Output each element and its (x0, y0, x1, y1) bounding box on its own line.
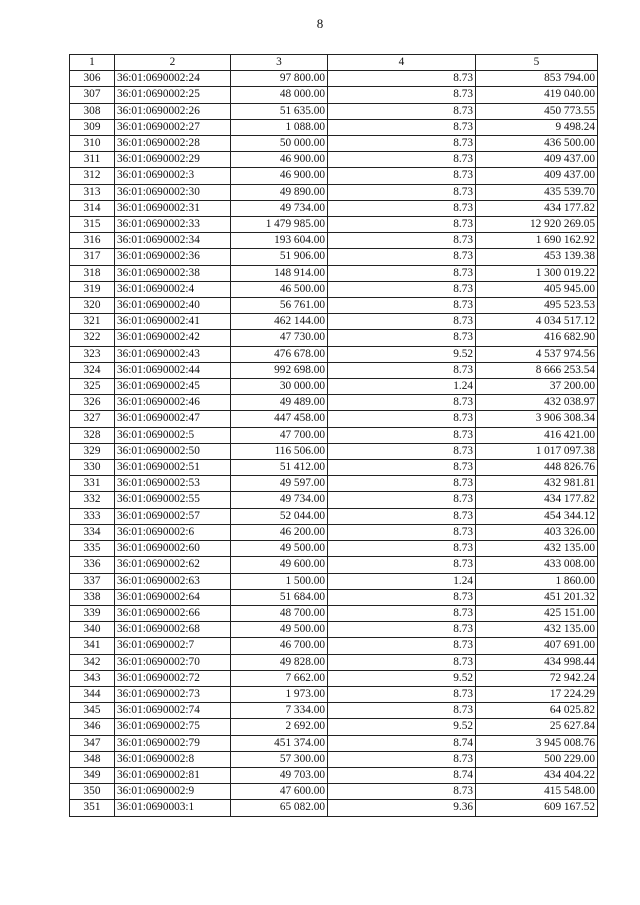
area-value: 2 692.00 (231, 719, 328, 735)
rate-value: 8.73 (328, 460, 476, 476)
rate-value: 8.73 (328, 784, 476, 800)
amount-value: 3 906 308.34 (476, 411, 598, 427)
rate-value: 9.52 (328, 346, 476, 362)
table-row (70, 605, 598, 621)
table-row (70, 589, 598, 605)
amount-value: 425 151.00 (476, 605, 598, 621)
row-number: 314 (70, 200, 115, 216)
table-row (70, 541, 598, 557)
area-value: 46 700.00 (231, 638, 328, 654)
cadastral-number: 36:01:0690002:34 (115, 233, 231, 249)
table-body (70, 71, 598, 816)
table-row (70, 265, 598, 281)
table-row (70, 476, 598, 492)
rate-value: 9.36 (328, 800, 476, 816)
table-row (70, 767, 598, 783)
area-value: 49 500.00 (231, 622, 328, 638)
cadastral-number: 36:01:0690002:26 (115, 103, 231, 119)
rate-value: 8.73 (328, 557, 476, 573)
table-row (70, 298, 598, 314)
row-number: 317 (70, 249, 115, 265)
rate-value: 8.73 (328, 314, 476, 330)
page-number: 8 (316, 16, 324, 31)
rate-value: 8.73 (328, 638, 476, 654)
cadastral-number: 36:01:0690002:70 (115, 654, 231, 670)
table-row (70, 136, 598, 152)
amount-value: 4 034 517.12 (476, 314, 598, 330)
row-number: 343 (70, 670, 115, 686)
amount-value: 37 200.00 (476, 379, 598, 395)
area-value: 65 082.00 (231, 800, 328, 816)
amount-value: 451 201.32 (476, 589, 598, 605)
row-number: 346 (70, 719, 115, 735)
area-value: 148 914.00 (231, 265, 328, 281)
rate-value: 8.73 (328, 87, 476, 103)
table-row (70, 427, 598, 443)
table-row (70, 168, 598, 184)
cadastral-number: 36:01:0690002:64 (115, 589, 231, 605)
rate-value: 8.73 (328, 751, 476, 767)
amount-value: 432 038.97 (476, 395, 598, 411)
rate-value: 8.73 (328, 281, 476, 297)
row-number: 341 (70, 638, 115, 654)
amount-value: 12 920 269.05 (476, 217, 598, 233)
rate-value: 8.73 (328, 298, 476, 314)
area-value: 49 500.00 (231, 541, 328, 557)
amount-value: 1 300 019.22 (476, 265, 598, 281)
area-value: 49 703.00 (231, 767, 328, 783)
amount-value: 1 690 162.92 (476, 233, 598, 249)
row-number: 307 (70, 87, 115, 103)
row-number: 319 (70, 281, 115, 297)
area-value: 46 200.00 (231, 524, 328, 540)
cadastral-number: 36:01:0690002:68 (115, 622, 231, 638)
cadastral-number: 36:01:0690002:6 (115, 524, 231, 540)
cadastral-number: 36:01:0690002:74 (115, 703, 231, 719)
row-number: 336 (70, 557, 115, 573)
rate-value: 8.73 (328, 686, 476, 702)
rate-value: 8.73 (328, 622, 476, 638)
rate-value: 8.73 (328, 411, 476, 427)
cadastral-number: 36:01:0690002:66 (115, 605, 231, 621)
table-row (70, 492, 598, 508)
table-row (70, 573, 598, 589)
row-number: 333 (70, 508, 115, 524)
rate-value: 8.73 (328, 119, 476, 135)
area-value: 49 890.00 (231, 184, 328, 200)
rate-value: 8.73 (328, 476, 476, 492)
area-value: 46 500.00 (231, 281, 328, 297)
table-row (70, 281, 598, 297)
row-number: 309 (70, 119, 115, 135)
area-value: 52 044.00 (231, 508, 328, 524)
rate-value: 8.73 (328, 217, 476, 233)
cadastral-number: 36:01:0690002:27 (115, 119, 231, 135)
cadastral-number: 36:01:0690002:36 (115, 249, 231, 265)
amount-value: 416 421.00 (476, 427, 598, 443)
table-row (70, 557, 598, 573)
row-number: 311 (70, 152, 115, 168)
cadastral-number: 36:01:0690002:79 (115, 735, 231, 751)
amount-value: 432 135.00 (476, 622, 598, 638)
rate-value: 1.24 (328, 573, 476, 589)
cadastral-number: 36:01:0690002:60 (115, 541, 231, 557)
area-value: 57 300.00 (231, 751, 328, 767)
cadastral-number: 36:01:0690002:38 (115, 265, 231, 281)
table-row (70, 460, 598, 476)
cadastral-number: 36:01:0690002:33 (115, 217, 231, 233)
cadastral-number: 36:01:0690002:75 (115, 719, 231, 735)
cadastral-number: 36:01:0690002:29 (115, 152, 231, 168)
row-number: 332 (70, 492, 115, 508)
rate-value: 8.73 (328, 589, 476, 605)
cadastral-number: 36:01:0690002:31 (115, 200, 231, 216)
row-number: 316 (70, 233, 115, 249)
rate-value: 8.73 (328, 654, 476, 670)
cadastral-number: 36:01:0690002:42 (115, 330, 231, 346)
area-value: 7 662.00 (231, 670, 328, 686)
table-row (70, 119, 598, 135)
cadastral-number: 36:01:0690002:24 (115, 71, 231, 87)
amount-value: 448 826.76 (476, 460, 598, 476)
rate-value: 8.73 (328, 605, 476, 621)
row-number: 338 (70, 589, 115, 605)
row-number: 324 (70, 362, 115, 378)
table-row (70, 686, 598, 702)
rate-value: 8.73 (328, 233, 476, 249)
cadastral-number: 36:01:0690003:1 (115, 800, 231, 816)
row-number: 351 (70, 800, 115, 816)
rate-value: 8.73 (328, 249, 476, 265)
amount-value: 434 177.82 (476, 492, 598, 508)
rate-value: 8.73 (328, 103, 476, 119)
table-row (70, 379, 598, 395)
cadastral-number: 36:01:0690002:40 (115, 298, 231, 314)
column-header-2: 2 (115, 55, 231, 71)
amount-value: 434 177.82 (476, 200, 598, 216)
rate-value: 8.73 (328, 362, 476, 378)
rate-value: 8.73 (328, 427, 476, 443)
row-number: 344 (70, 686, 115, 702)
rate-value: 1.24 (328, 379, 476, 395)
area-value: 48 700.00 (231, 605, 328, 621)
cadastral-number: 36:01:0690002:73 (115, 686, 231, 702)
cadastral-number: 36:01:0690002:53 (115, 476, 231, 492)
row-number: 340 (70, 622, 115, 638)
amount-value: 500 229.00 (476, 751, 598, 767)
amount-value: 432 135.00 (476, 541, 598, 557)
area-value: 1 479 985.00 (231, 217, 328, 233)
area-value: 49 734.00 (231, 200, 328, 216)
rate-value: 9.52 (328, 719, 476, 735)
amount-value: 434 998.44 (476, 654, 598, 670)
cadastral-number: 36:01:0690002:55 (115, 492, 231, 508)
amount-value: 415 548.00 (476, 784, 598, 800)
row-number: 310 (70, 136, 115, 152)
cadastral-number: 36:01:0690002:81 (115, 767, 231, 783)
table-row (70, 622, 598, 638)
table-row (70, 703, 598, 719)
area-value: 51 684.00 (231, 589, 328, 605)
rate-value: 8.73 (328, 265, 476, 281)
amount-value: 495 523.53 (476, 298, 598, 314)
area-value: 97 800.00 (231, 71, 328, 87)
table-row (70, 735, 598, 751)
cadastral-number: 36:01:0690002:50 (115, 443, 231, 459)
area-value: 49 600.00 (231, 557, 328, 573)
amount-value: 8 666 253.54 (476, 362, 598, 378)
rate-value: 8.73 (328, 492, 476, 508)
column-header-5: 5 (476, 55, 598, 71)
table-row (70, 654, 598, 670)
table-row (70, 719, 598, 735)
area-value: 47 600.00 (231, 784, 328, 800)
row-number: 323 (70, 346, 115, 362)
row-number: 320 (70, 298, 115, 314)
row-number: 347 (70, 735, 115, 751)
amount-value: 416 682.90 (476, 330, 598, 346)
amount-value: 434 404.22 (476, 767, 598, 783)
amount-value: 432 981.81 (476, 476, 598, 492)
rate-value: 8.73 (328, 184, 476, 200)
row-number: 339 (70, 605, 115, 621)
row-number: 330 (70, 460, 115, 476)
rate-value: 8.73 (328, 443, 476, 459)
area-value: 447 458.00 (231, 411, 328, 427)
cadastral-number: 36:01:0690002:25 (115, 87, 231, 103)
amount-value: 453 139.38 (476, 249, 598, 265)
rate-value: 8.73 (328, 200, 476, 216)
cadastral-number: 36:01:0690002:51 (115, 460, 231, 476)
amount-value: 9 498.24 (476, 119, 598, 135)
row-number: 321 (70, 314, 115, 330)
row-number: 334 (70, 524, 115, 540)
amount-value: 405 945.00 (476, 281, 598, 297)
amount-value: 433 008.00 (476, 557, 598, 573)
amount-value: 407 691.00 (476, 638, 598, 654)
area-value: 49 734.00 (231, 492, 328, 508)
amount-value: 454 344.12 (476, 508, 598, 524)
rate-value: 8.73 (328, 541, 476, 557)
area-value: 30 000.00 (231, 379, 328, 395)
row-number: 331 (70, 476, 115, 492)
cadastral-number: 36:01:0690002:28 (115, 136, 231, 152)
area-value: 49 597.00 (231, 476, 328, 492)
amount-value: 25 627.84 (476, 719, 598, 735)
table-row (70, 346, 598, 362)
row-number: 306 (70, 71, 115, 87)
area-value: 49 489.00 (231, 395, 328, 411)
row-number: 349 (70, 767, 115, 783)
area-value: 46 900.00 (231, 168, 328, 184)
table-row (70, 200, 598, 216)
amount-value: 435 539.70 (476, 184, 598, 200)
cadastral-number: 36:01:0690002:46 (115, 395, 231, 411)
amount-value: 609 167.52 (476, 800, 598, 816)
rate-value: 8.73 (328, 524, 476, 540)
row-number: 350 (70, 784, 115, 800)
area-value: 1 088.00 (231, 119, 328, 135)
area-value: 116 506.00 (231, 443, 328, 459)
area-value: 49 828.00 (231, 654, 328, 670)
cadastral-number: 36:01:0690002:9 (115, 784, 231, 800)
row-number: 322 (70, 330, 115, 346)
cadastral-number: 36:01:0690002:44 (115, 362, 231, 378)
cadastral-number: 36:01:0690002:62 (115, 557, 231, 573)
row-number: 312 (70, 168, 115, 184)
amount-value: 64 025.82 (476, 703, 598, 719)
table-row (70, 784, 598, 800)
rate-value: 8.74 (328, 767, 476, 783)
rate-value: 8.73 (328, 152, 476, 168)
area-value: 47 730.00 (231, 330, 328, 346)
rate-value: 8.73 (328, 168, 476, 184)
area-value: 46 900.00 (231, 152, 328, 168)
table-row (70, 800, 598, 816)
column-header-4: 4 (328, 55, 476, 71)
row-number: 345 (70, 703, 115, 719)
row-number: 313 (70, 184, 115, 200)
amount-value: 450 773.55 (476, 103, 598, 119)
amount-value: 17 224.29 (476, 686, 598, 702)
table-row (70, 152, 598, 168)
rate-value: 8.73 (328, 395, 476, 411)
area-value: 1 973.00 (231, 686, 328, 702)
cadastral-number: 36:01:0690002:8 (115, 751, 231, 767)
area-value: 50 000.00 (231, 136, 328, 152)
table-row (70, 411, 598, 427)
table-row (70, 103, 598, 119)
area-value: 451 374.00 (231, 735, 328, 751)
cadastral-table (69, 54, 598, 817)
amount-value: 72 942.24 (476, 670, 598, 686)
row-number: 318 (70, 265, 115, 281)
row-number: 335 (70, 541, 115, 557)
rate-value: 8.73 (328, 330, 476, 346)
row-number: 337 (70, 573, 115, 589)
row-number: 342 (70, 654, 115, 670)
amount-value: 419 040.00 (476, 87, 598, 103)
area-value: 51 906.00 (231, 249, 328, 265)
table-row (70, 184, 598, 200)
rate-value: 8.73 (328, 703, 476, 719)
amount-value: 853 794.00 (476, 71, 598, 87)
amount-value: 4 537 974.56 (476, 346, 598, 362)
table-row (70, 670, 598, 686)
area-value: 47 700.00 (231, 427, 328, 443)
table-row (70, 330, 598, 346)
row-number: 308 (70, 103, 115, 119)
area-value: 193 604.00 (231, 233, 328, 249)
amount-value: 409 437.00 (476, 168, 598, 184)
table-row (70, 443, 598, 459)
row-number: 326 (70, 395, 115, 411)
table-row (70, 508, 598, 524)
cadastral-number: 36:01:0690002:72 (115, 670, 231, 686)
table-row (70, 87, 598, 103)
table-row (70, 638, 598, 654)
cadastral-number: 36:01:0690002:43 (115, 346, 231, 362)
cadastral-number: 36:01:0690002:63 (115, 573, 231, 589)
cadastral-number: 36:01:0690002:47 (115, 411, 231, 427)
table-row (70, 249, 598, 265)
amount-value: 436 500.00 (476, 136, 598, 152)
area-value: 56 761.00 (231, 298, 328, 314)
table-row (70, 751, 598, 767)
rate-value: 8.73 (328, 136, 476, 152)
area-value: 476 678.00 (231, 346, 328, 362)
cadastral-number: 36:01:0690002:5 (115, 427, 231, 443)
cadastral-number: 36:01:0690002:57 (115, 508, 231, 524)
cadastral-number: 36:01:0690002:45 (115, 379, 231, 395)
column-header-3: 3 (231, 55, 328, 71)
cadastral-number: 36:01:0690002:7 (115, 638, 231, 654)
table-row (70, 217, 598, 233)
rate-value: 8.73 (328, 71, 476, 87)
area-value: 1 500.00 (231, 573, 328, 589)
area-value: 51 635.00 (231, 103, 328, 119)
table-row (70, 314, 598, 330)
row-number: 325 (70, 379, 115, 395)
cadastral-number: 36:01:0690002:41 (115, 314, 231, 330)
rate-value: 8.73 (328, 508, 476, 524)
row-number: 315 (70, 217, 115, 233)
table-row (70, 233, 598, 249)
cadastral-number: 36:01:0690002:4 (115, 281, 231, 297)
area-value: 48 000.00 (231, 87, 328, 103)
rate-value: 8.74 (328, 735, 476, 751)
amount-value: 3 945 008.76 (476, 735, 598, 751)
row-number: 329 (70, 443, 115, 459)
table-row (70, 362, 598, 378)
cadastral-number: 36:01:0690002:30 (115, 184, 231, 200)
amount-value: 409 437.00 (476, 152, 598, 168)
rate-value: 9.52 (328, 670, 476, 686)
amount-value: 1 860.00 (476, 573, 598, 589)
row-number: 328 (70, 427, 115, 443)
table-row (70, 524, 598, 540)
table-row (70, 395, 598, 411)
table-header-row (70, 55, 598, 71)
area-value: 7 334.00 (231, 703, 328, 719)
amount-value: 1 017 097.38 (476, 443, 598, 459)
area-value: 992 698.00 (231, 362, 328, 378)
row-number: 348 (70, 751, 115, 767)
column-header-1: 1 (70, 55, 115, 71)
area-value: 51 412.00 (231, 460, 328, 476)
amount-value: 403 326.00 (476, 524, 598, 540)
cadastral-number: 36:01:0690002:3 (115, 168, 231, 184)
area-value: 462 144.00 (231, 314, 328, 330)
row-number: 327 (70, 411, 115, 427)
table-row (70, 71, 598, 87)
